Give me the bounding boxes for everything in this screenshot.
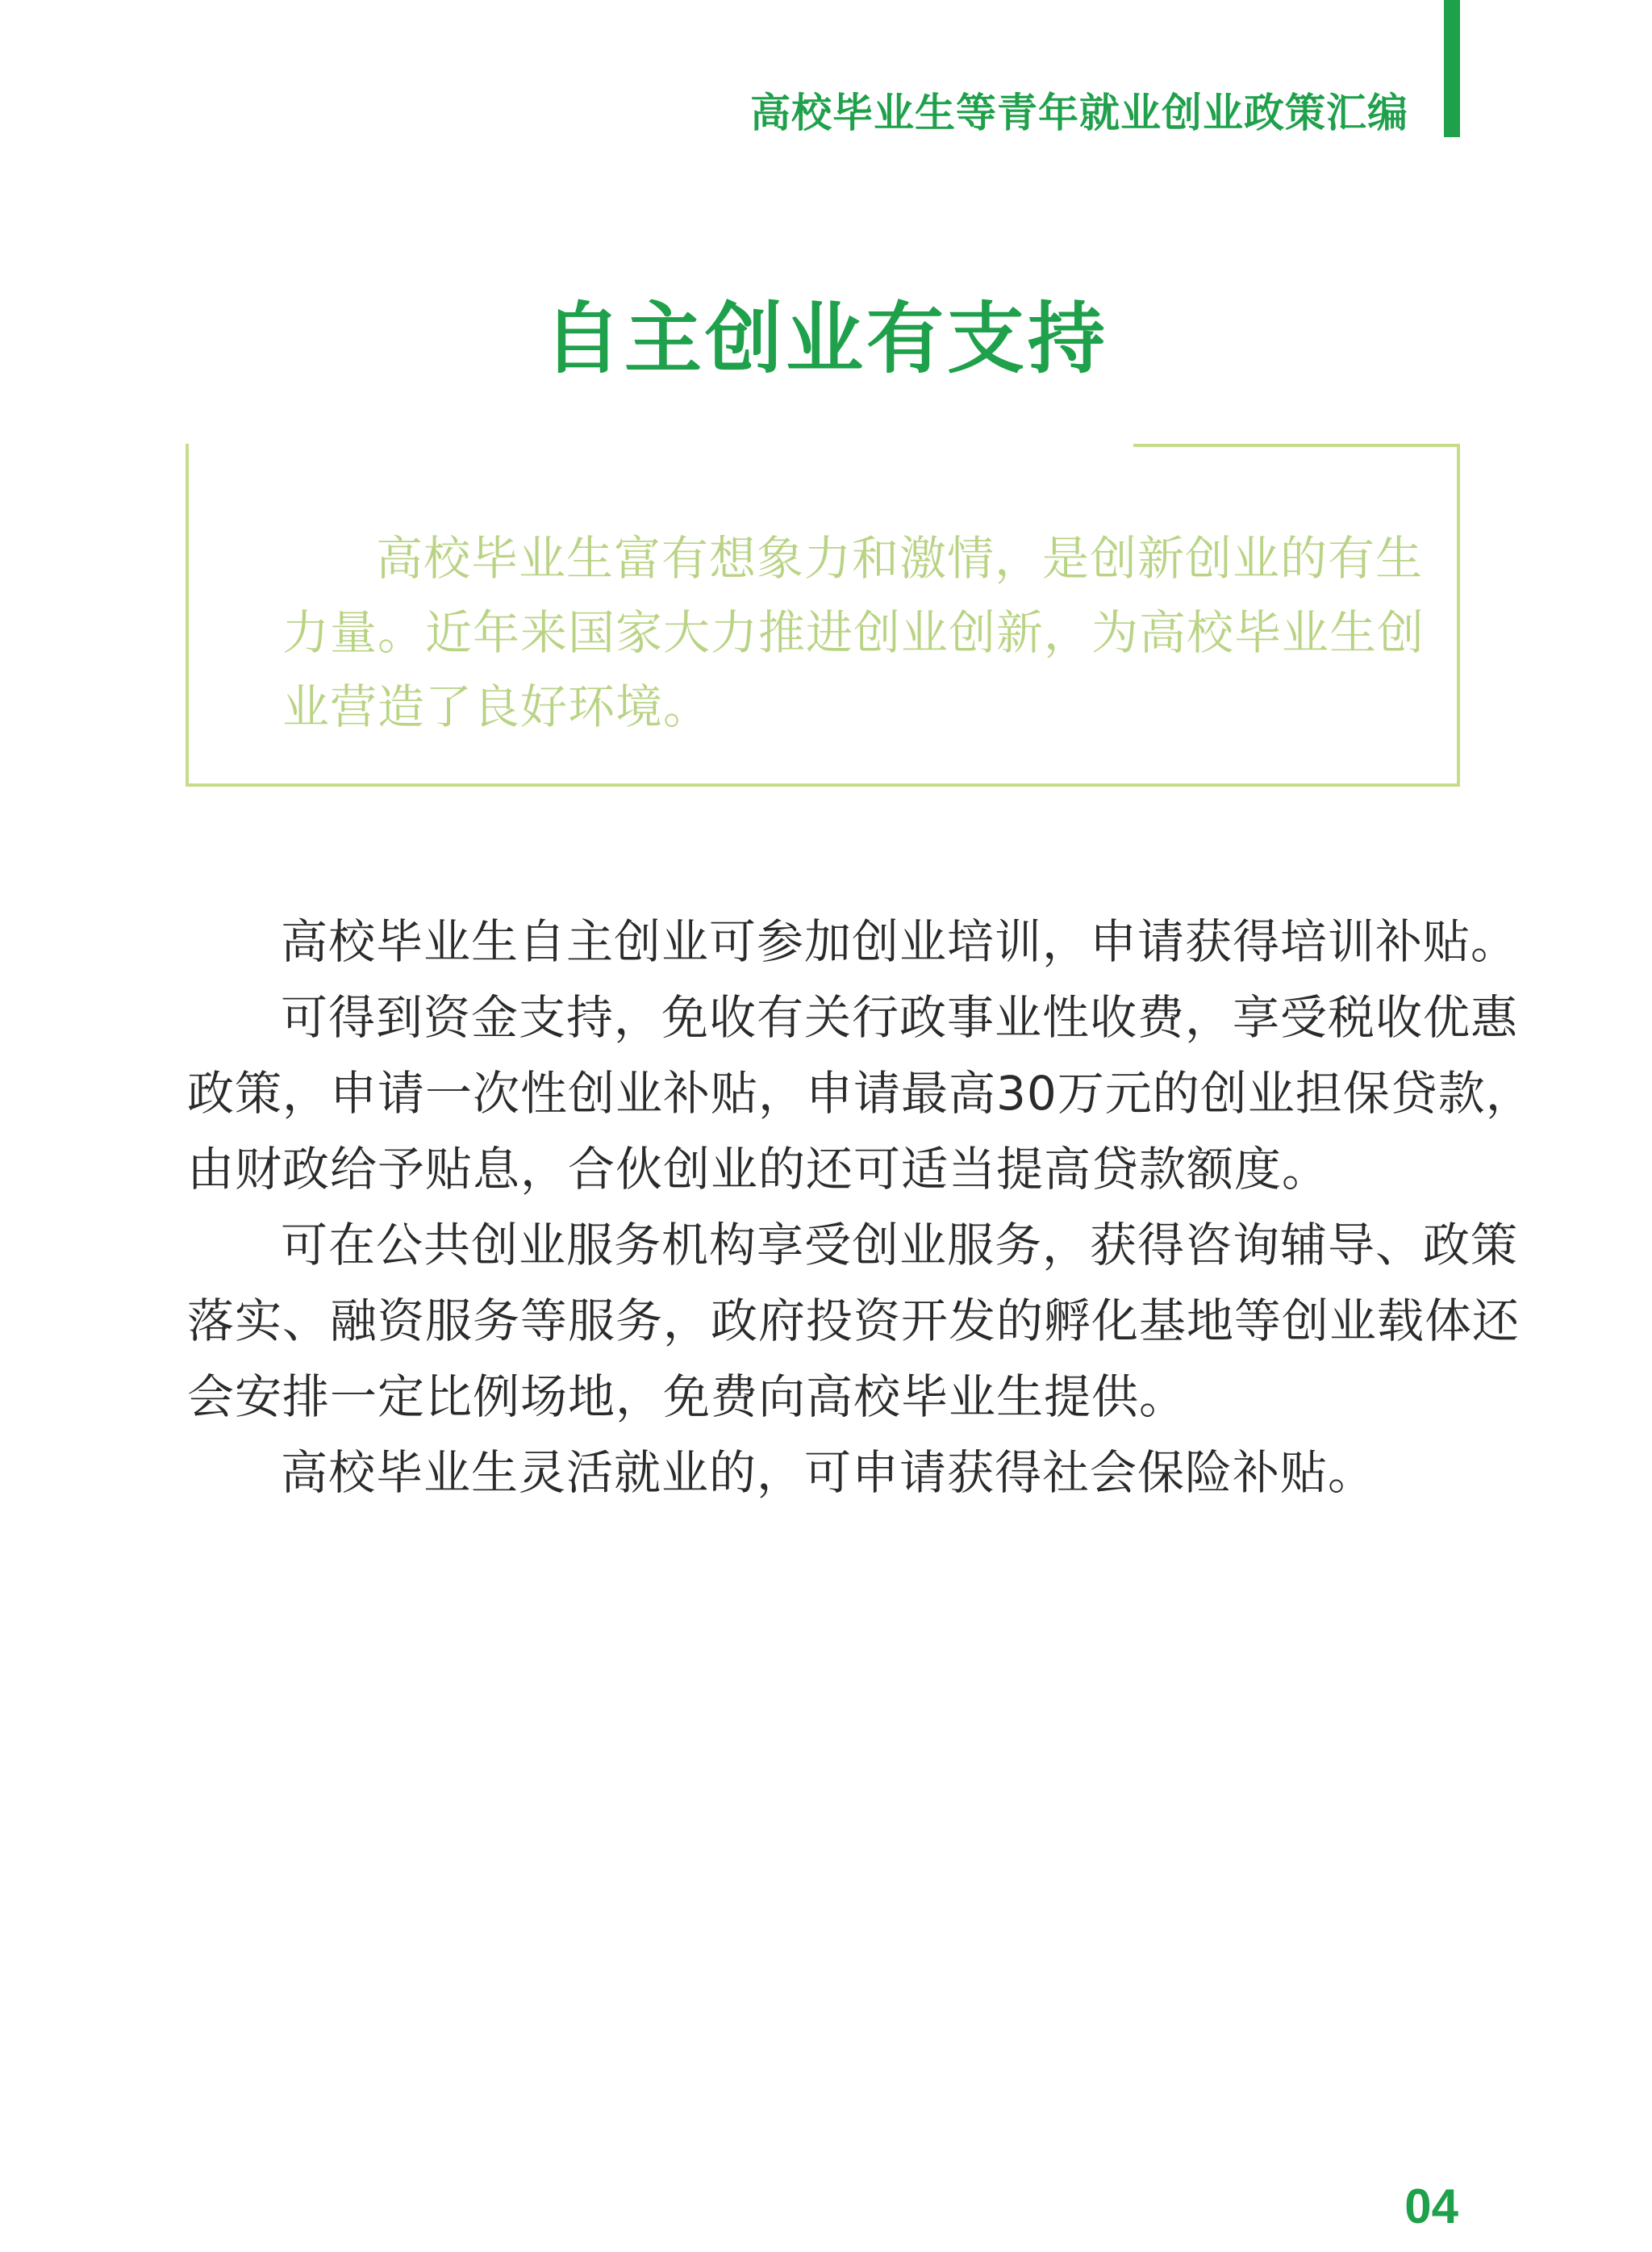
header-title: 高校毕业生等青年就业创业政策汇编	[750, 90, 1408, 136]
intro-line: 力量。近年来国家大力推进创业创新，为高校毕业生创	[282, 605, 1425, 660]
intro-box-top-border	[1133, 444, 1460, 447]
body-line: 高校毕业生灵活就业的，可申请获得社会保险补贴。	[281, 1445, 1376, 1500]
page-number: 04	[1404, 2179, 1458, 2233]
body-line: 高校毕业生自主创业可参加创业培训，申请获得培训补贴。	[281, 914, 1519, 969]
body-line: 落实、融资服务等服务，政府投资开发的孵化基地等创业载体还	[187, 1293, 1521, 1348]
intro-line: 业营造了良好环境。	[282, 679, 711, 734]
intro-paragraph	[282, 521, 1425, 744]
body-line: 可得到资金支持，免收有关行政事业性收费，享受税收优惠	[281, 990, 1519, 1045]
body-line: 会安排一定比例场地，免费向高校毕业生提供。	[187, 1369, 1187, 1424]
intro-line: 高校毕业生富有想象力和激情，是创新创业的有生	[376, 531, 1424, 586]
header-accent-bar	[1444, 0, 1460, 137]
body-text	[187, 904, 1533, 1510]
body-line: 政策，申请一次性创业补贴，申请最高30万元的创业担保贷款，	[187, 1066, 1533, 1121]
body-line: 由财政给予贴息，合伙创业的还可适当提高贷款额度。	[187, 1142, 1330, 1197]
page-title: 自主创业有支持	[544, 294, 1108, 384]
body-line: 可在公共创业服务机构享受创业服务，获得咨询辅导、政策	[281, 1218, 1519, 1272]
